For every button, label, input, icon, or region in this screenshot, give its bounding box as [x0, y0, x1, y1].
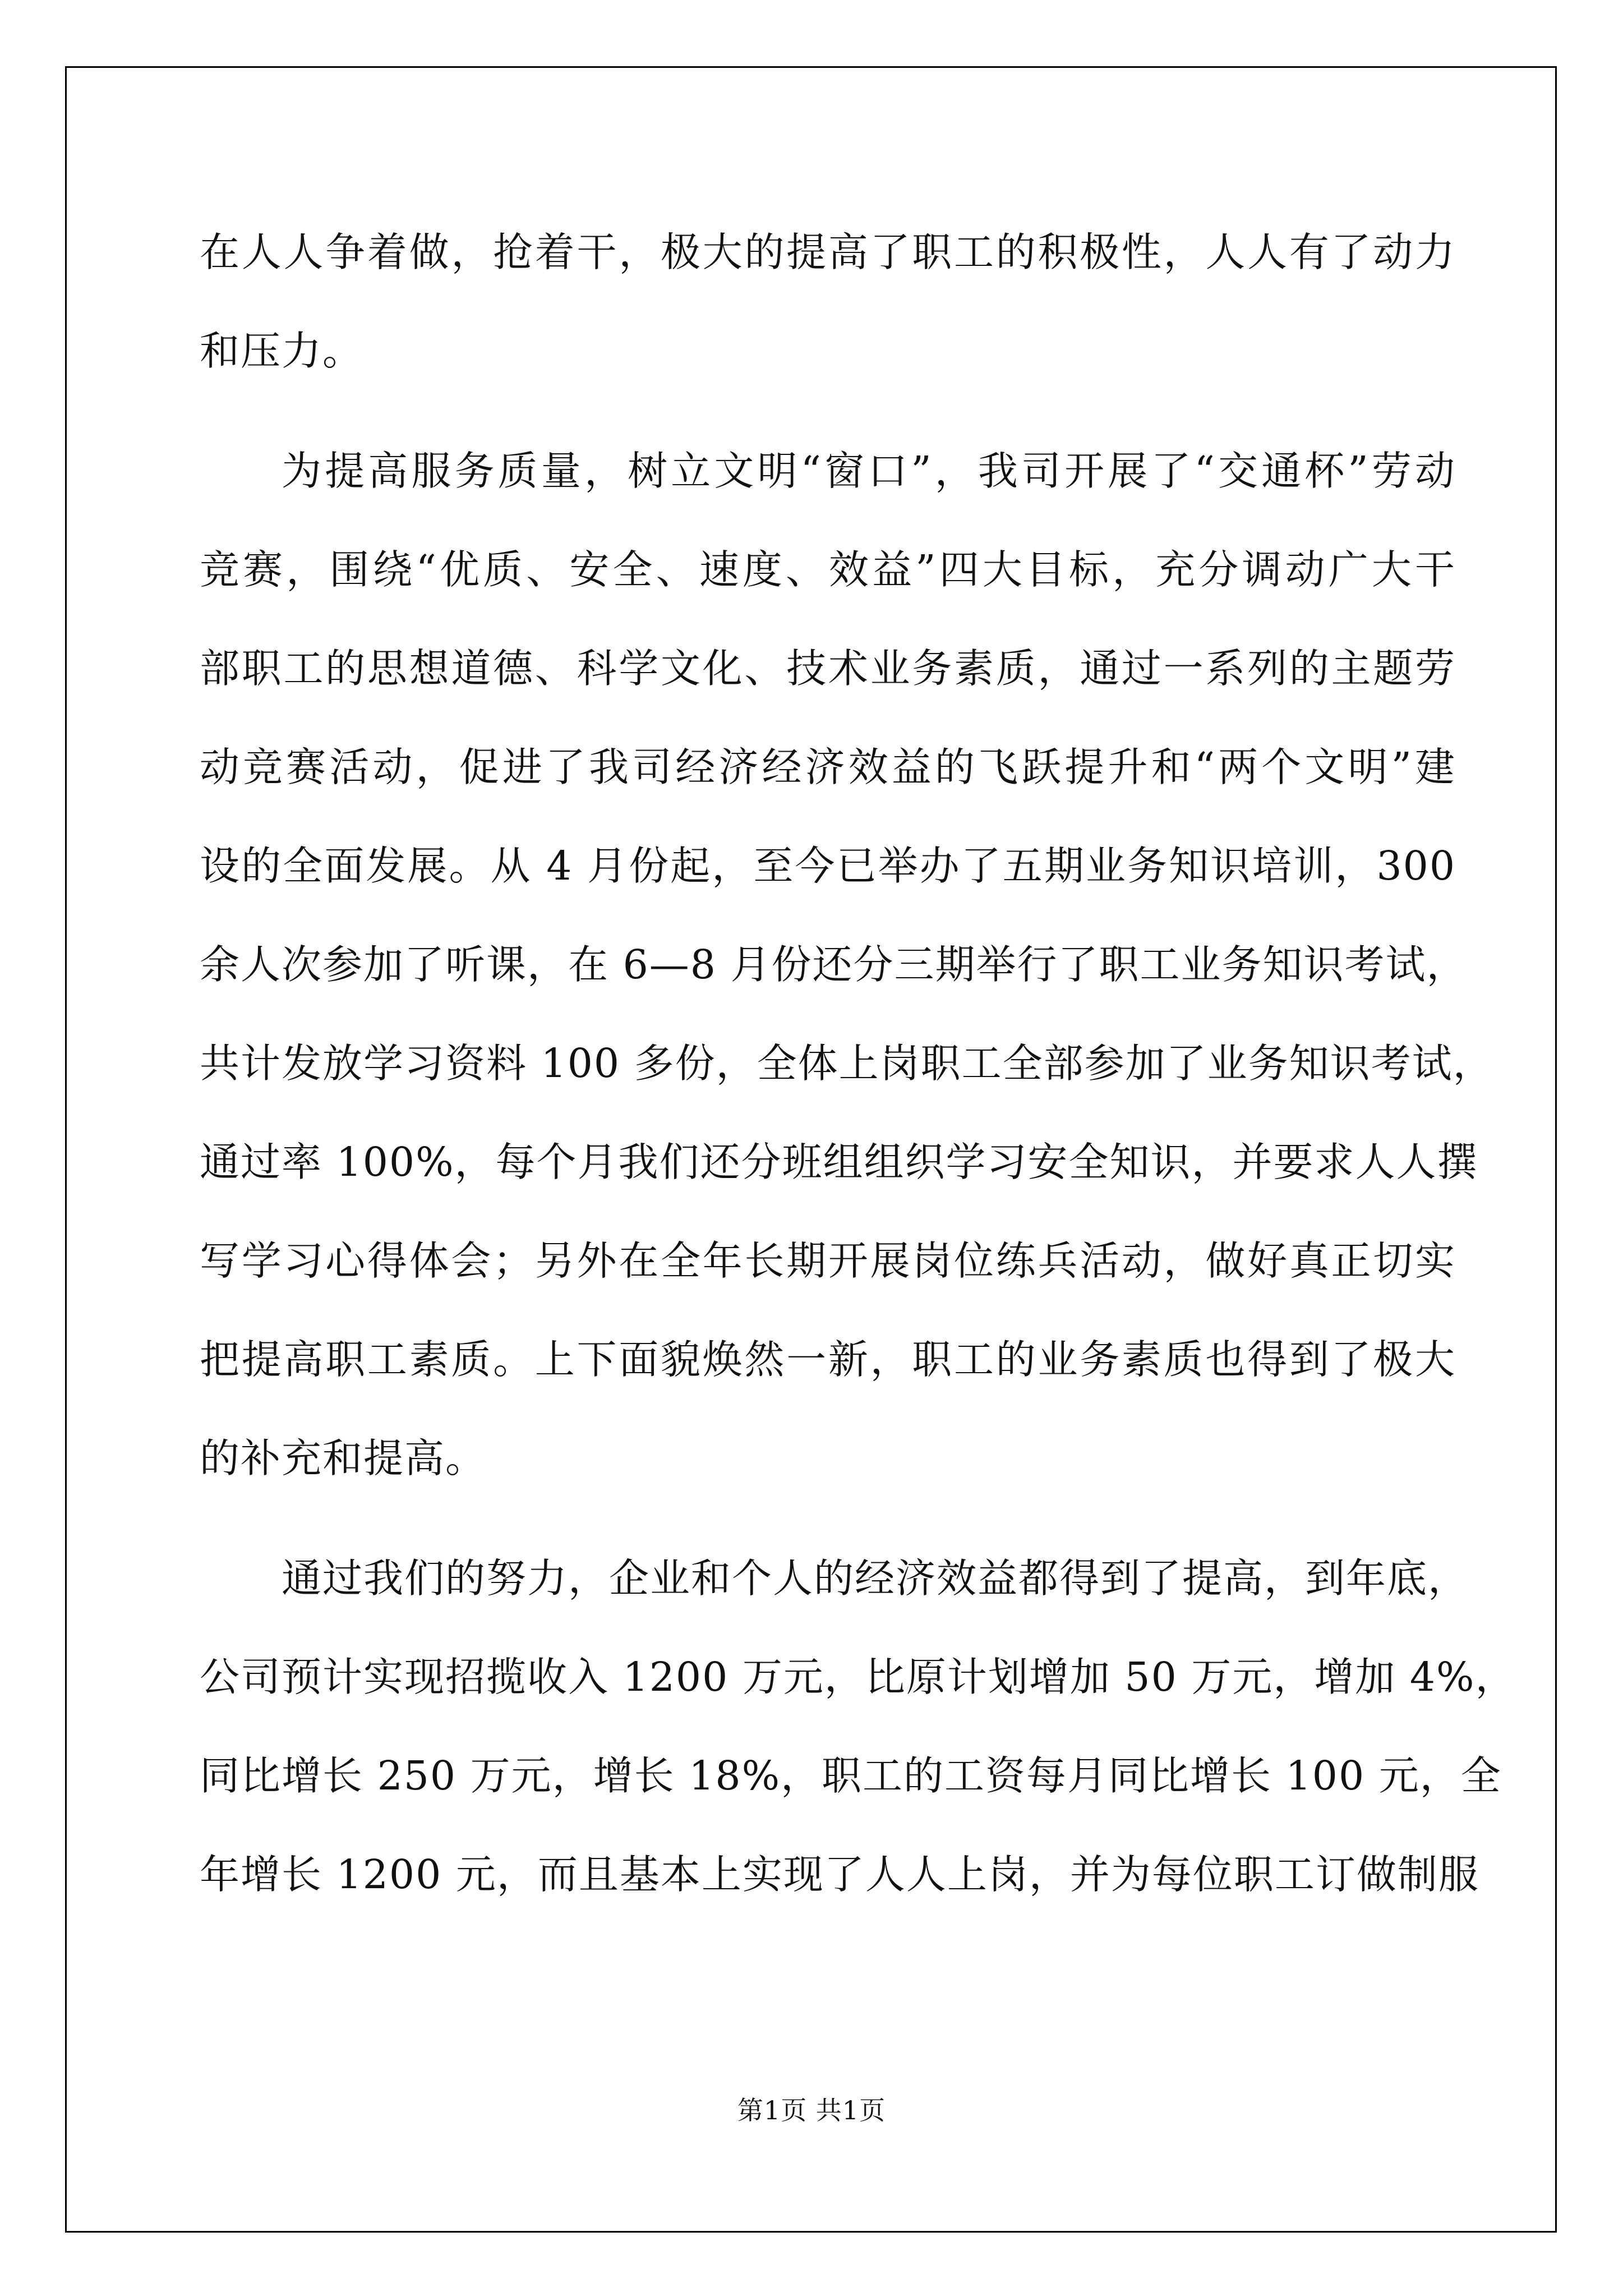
text-line: 动竞赛活动，促进了我司经济经济效益的飞跃提升和“两个文明”建 — [200, 744, 1456, 790]
text-line: 把提高职工素质。上下面貌焕然一新，职工的业务素质也得到了极大 — [200, 1336, 1456, 1383]
text-line: 设的全面发展。从 4 月份起，至今已举办了五期业务知识培训，300 — [200, 843, 1456, 889]
text-line: 通过率 100%，每个月我们还分班组组织学习安全知识，并要求人人撰 — [200, 1139, 1478, 1185]
text-line: 通过我们的努力，企业和个人的经济效益都得到了提高，到年底， — [282, 1555, 1469, 1602]
text-line: 年增长 1200 元，而且基本上实现了人人上岗，并为每位职工订做制服 — [200, 1851, 1479, 1898]
text-line: 公司预计实现招揽收入 1200 万元，比原计划增加 50 万元，增加 4%， — [200, 1654, 1516, 1700]
text-line: 为提高服务质量，树立文明“窗口”，我司开展了“交通杯”劳动 — [282, 448, 1456, 494]
text-line: 共计发放学习资料 100 多份，全体上岗职工全部参加了业务知识考试， — [200, 1040, 1494, 1087]
page-footer: 第1页 共1页 — [737, 2095, 886, 2125]
text-line: 竞赛，围绕“优质、安全、速度、效益”四大目标，充分调动广大干 — [200, 546, 1456, 593]
text-line: 同比增长 250 万元，增长 18%，职工的工资每月同比增长 100 元，全 — [200, 1752, 1502, 1799]
text-line: 部职工的思想道德、科学文化、技术业务素质，通过一系列的主题劳 — [200, 645, 1456, 692]
text-line: 在人人争着做，抢着干，极大的提高了职工的积极性，人人有了动力 — [200, 229, 1456, 275]
text-line: 写学习心得体会；另外在全年长期开展岗位练兵活动，做好真正切实 — [200, 1237, 1456, 1284]
text-line: 的补充和提高。 — [200, 1435, 487, 1481]
text-line: 余人次参加了听课，在 6—8 月份还分三期举行了职工业务知识考试， — [200, 941, 1468, 988]
text-line: 和压力。 — [200, 328, 364, 374]
